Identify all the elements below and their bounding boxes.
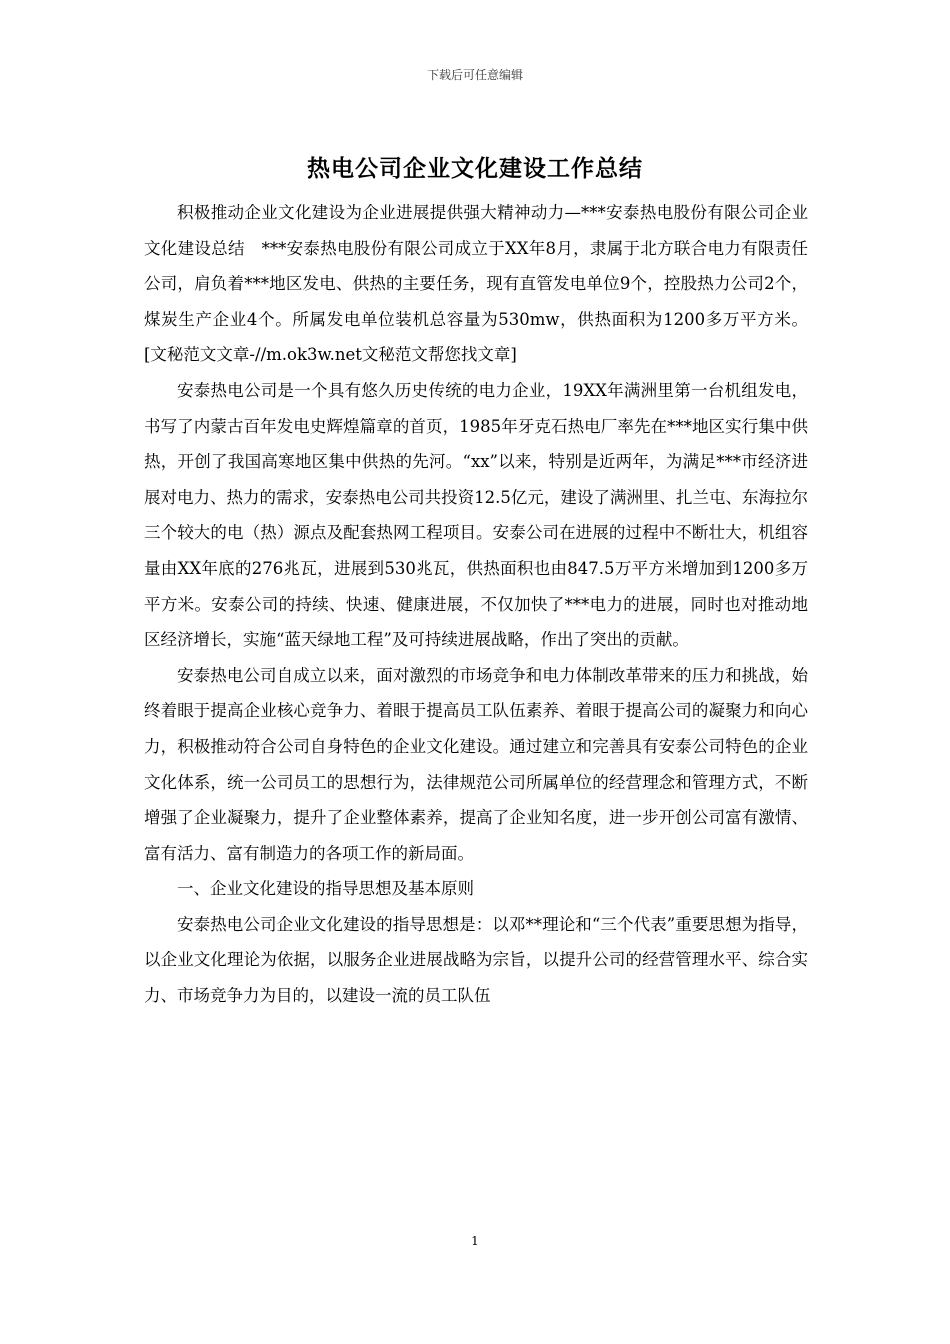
section-heading: 一、企业文化建设的指导思想及基本原则: [177, 879, 474, 899]
header-note: 下载后可任意编辑: [426, 68, 523, 82]
paragraph: 积极推动企业文化建设为企业进展提供强大精神动力—***安泰热电股份有限公司企业文化建设总结 ***安泰热电股份有限公司成立于XX年8月，隶属于北方联合电力有限责任公司，肩负着***地区发电、供热的主要任务，现有直管发电单位9个，控股热力公司2个，煤炭生产企业4个。所属发电单位装机总容量为530mw，供热面积为1200多万平方米。[文秘范文文章-//m.ok3w.net文秘范文帮您找文章]: [144, 203, 808, 365]
document-title: 热电公司企业文化建设工作总结: [307, 155, 643, 182]
paragraph: 安泰热电公司自成立以来，面对激烈的市场竞争和电力体制改革带来的压力和挑战，始终着眼于提高企业核心竞争力、着眼于提高员工队伍素养、着眼于提高公司的凝聚力和向心力，积极推动符合公司自身特色的企业文化建设。通过建立和完善具有安泰公司特色的企业文化体系，统一公司员工的思想行为，法律规范公司所属单位的经营理念和管理方式，不断增强了企业凝聚力，提升了企业整体素养，提高了企业知名度，进一步开创公司富有激情、富有活力、富有制造力的各项工作的新局面。: [144, 665, 808, 863]
paragraph: 安泰热电公司是一个具有悠久历史传统的电力企业，19XX年满洲里第一台机组发电，书写了内蒙古百年发电史辉煌篇章的首页，1985年牙克石热电厂率先在***地区实行集中供热，开创了我国高寒地区集中供热的先河。“xx”以来，特别是近两年，为满足***市经济进展对电力、热力的需求，安泰热电公司共投资12.5亿元，建设了满洲里、扎兰屯、东海拉尔三个较大的电（热）源点及配套热网工程项目。安泰公司在进展的过程中不断壮大，机组容量由XX年底的276兆瓦，进展到530兆瓦，供热面积也由847.5万平方米增加到1200多万平方米。安泰公司的持续、快速、健康进展，不仅加快了***电力的进展，同时也对推动地区经济增长，实施“蓝天绿地工程”及可持续进展战略，作出了突出的贡献。: [144, 380, 808, 650]
page-number: 1: [471, 1234, 479, 1248]
document-body: [144, 195, 808, 1014]
paragraph: 安泰热电公司企业文化建设的指导思想是：以邓**理论和“三个代表”重要思想为指导，以企业文化理论为依据，以服务企业进展战略为宗旨，以提升公司的经营管理水平、综合实力、市场竞争力为目的，以建设一流的员工队伍: [144, 914, 808, 1006]
